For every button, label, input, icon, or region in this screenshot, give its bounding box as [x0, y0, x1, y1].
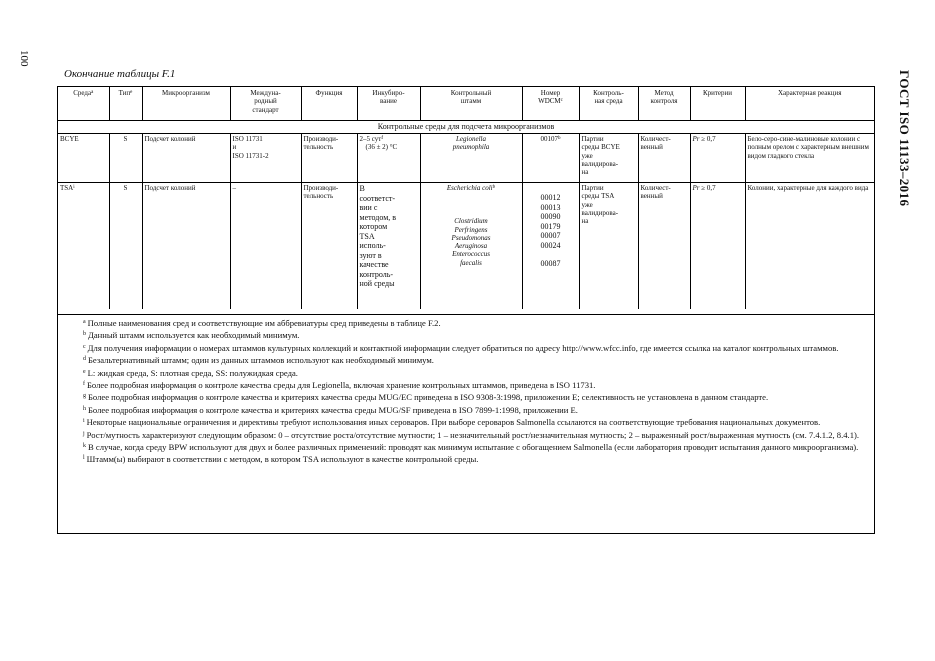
col-header-criteria: Критерии — [690, 87, 745, 121]
footnote: $^e$ L: жидкая среда, S: плотная среда, SS: полужидкая среда. — [83, 367, 298, 378]
cell-standard: ISO 11731 и ISO 11731-2 — [230, 134, 301, 183]
cell-method: Количест- венный — [638, 183, 690, 310]
col-header-method: Метод контроля — [638, 87, 690, 121]
table-frame — [57, 86, 875, 534]
col-header-incubation: Инкубиро- вание — [357, 87, 420, 121]
footnote: $^h$ Более подробная информация о контроле качества и критериях качества среды MUG/SF приведена в ISO 7899-1:1998, приложении Е. — [83, 404, 578, 415]
cell-control-medium: Партии среды BCYE уже валидирова- на — [579, 134, 638, 183]
cell-type: S — [109, 134, 142, 183]
cell-standard: – — [230, 183, 301, 310]
footnote: $^b$ Данный штамм используется как необходимый минимум. — [83, 330, 300, 341]
cell-microorganism: Подсчет колоний — [142, 183, 230, 310]
footnote: $^a$ Полные наименования сред и соответствующие им аббревиатуры сред приведены в таблице F.2. — [83, 318, 441, 328]
cell-criteria: Pr ≥ 0,7 — [690, 134, 745, 183]
standard-code: ГОСТ ISO 11133–2016 — [897, 70, 912, 207]
col-header-standard: Междуна- родный стандарт — [230, 87, 301, 121]
cell-medium: BCYE — [58, 134, 109, 183]
section-title: Контрольные среды для подсчета микроорганизмов — [58, 121, 874, 134]
page-number: 100 — [18, 50, 30, 67]
table-row — [58, 183, 874, 310]
cell-control-strain: Legionella pneumophila — [420, 134, 522, 183]
table-row — [58, 134, 874, 183]
cell-control-strain: Escherichia coli$^b$ Clostridium Perfringens Pseudomonas Aeruginosa Enterococcus faecalis — [420, 183, 522, 310]
cell-reaction: Бело-серо-сине-малиновые колонии с полным орелом с характерным внешним видом гладкого стекла — [745, 134, 874, 183]
col-header-microorganism: Микроорганизм — [142, 87, 230, 121]
cell-wdcm: 00107$^b$ — [522, 134, 579, 183]
cell-wdcm: 00012 00013 00090 00179 00007 00024 00087 — [522, 183, 579, 310]
cell-criteria: Pr ≥ 0,7 — [690, 183, 745, 310]
cell-medium: TSA$^i$ — [58, 183, 109, 310]
col-header-control-medium: Контроль- ная среда — [579, 87, 638, 121]
table-caption: Окончание таблицы F.1 — [64, 68, 176, 80]
footnote: $^i$ Некоторые национальные ограничения и директивы требуют использования иных сероваров. При выборе сероваров Salmonella ссылаются на соответствующие требования национальных документов. — [83, 417, 821, 428]
cell-type: S — [109, 183, 142, 310]
footnote: $^k$ В случае, когда среду BPW используют для двух и более различных применений: проводят как минимум испытание с обогащением Salmonella (если лаборатория проводит испытания данного микроорганизма). — [83, 441, 859, 452]
quality-control-table — [58, 87, 874, 309]
cell-microorganism: Подсчет колоний — [142, 134, 230, 183]
header-row — [58, 87, 874, 121]
col-header-control-strain: Контрольный штамм — [420, 87, 522, 121]
footnote: $^l$ Штамм(ы) выбирают в соответствии с методом, в котором TSA используют в качестве контрольной среды. — [83, 454, 479, 465]
cell-incubation: В соответст- вии с методом, в котором TSA исполь- зуют в качестве контроль- ной среды — [357, 183, 420, 310]
footnote: $^j$ Рост/мутность характеризуют следующим образом: 0 – отсутствие роста/отсутствие мутности; 1 – незначительный рост/незначительная мутность; 2 – выраженный рост/выраженная мутность (см. 7.4.1.2, 8.4.1). — [83, 429, 860, 440]
section-row — [58, 121, 874, 134]
cell-function: Производи- тельность — [301, 134, 357, 183]
cell-control-medium: Партии среды TSA уже валидирова- на — [579, 183, 638, 310]
footnote: $^d$ Безальтернативный штамм; один из данных штаммов используют как необходимый минимум. — [83, 355, 434, 366]
cell-incubation: 2–5 сут$^f$ (36 ± 2) °С — [357, 134, 420, 183]
footnote: $^c$ Для получения информации о номерах штаммов культурных коллекций и контактной информации следует обратиться по адресу http://www.wfcc.info, где имеется ссылка на каталог контрольных штаммов. — [83, 342, 839, 353]
cell-function: Производи- тельность — [301, 183, 357, 310]
col-header-function: Функция — [301, 87, 357, 121]
cell-reaction: Колонии, характерные для каждого вида — [745, 183, 874, 310]
footnote: $^g$ Более подробная информация о контроле качества и критериях качества среды MUG/EC приведена в ISO 9308-3:1998, приложении Е; селективность не установлена в данном стандарте. — [83, 392, 769, 403]
col-header-wdcm: Номер WDCM$^c$ — [522, 87, 579, 121]
col-header-reaction: Характерная реакция — [745, 87, 874, 121]
footnote: $^f$ Более подробная информация о контроле качества среды для Legionella, включая хранение контрольных штаммов, приведена в ISO 11731. — [83, 379, 596, 390]
cell-method: Количест- венный — [638, 134, 690, 183]
col-header-medium: Среда$^a$ — [58, 87, 109, 121]
col-header-type: Тип$^e$ — [109, 87, 142, 121]
footnotes — [58, 314, 874, 533]
